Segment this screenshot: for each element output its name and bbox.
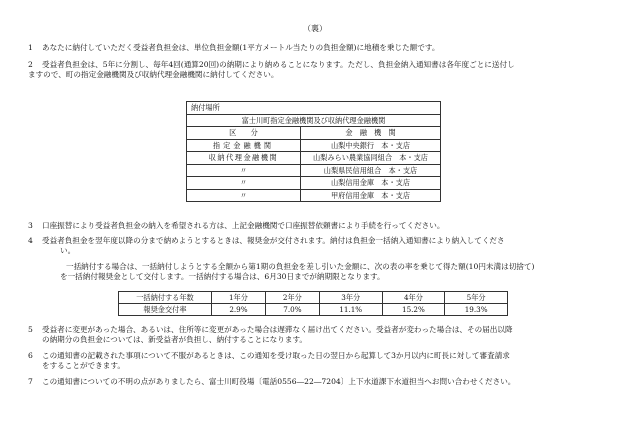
rebate-years-label: 一括納付する年数 xyxy=(119,292,212,304)
paragraph-text-cont: をすることができます。 xyxy=(42,360,125,370)
rebate-year: 5年分 xyxy=(445,292,508,304)
rebate-year: 1年分 xyxy=(212,292,266,304)
rebate-rate-label: 報奨金交付率 xyxy=(119,304,212,316)
bank-name: 山梨信用金庫 本・支店 xyxy=(301,177,441,190)
paragraph-number: 6 xyxy=(28,351,33,360)
table-row xyxy=(187,152,441,165)
paragraph-text-cont: ますので、町の指定金融機関及び収納代理金融機関に納付してください。 xyxy=(28,69,279,79)
paragraph-text: 受益者負担金を翌年度以降の分まで納めようとするときは、報奨金が交付されます。納付は負担金一括納入通知書により納入してくださ xyxy=(42,236,505,245)
paragraph-number: 4 xyxy=(28,236,33,245)
rebate-year: 4年分 xyxy=(382,292,445,304)
bank-category: 〃 xyxy=(187,177,301,190)
bank-category: 収納代理金融機関 xyxy=(187,152,301,165)
bank-table-subtitle: 富士川町指定金融機関及び収納代理金融機関 xyxy=(187,114,441,127)
table-row xyxy=(187,189,441,202)
paragraph-text: 受益者に変更があった場合、あるいは、住所等に変更があった場合は遅滞なく届け出てください。受益者が変わった場合は、その届出以降 xyxy=(42,325,513,334)
table-row xyxy=(119,304,508,316)
paragraph-4-sub xyxy=(28,262,598,282)
table-row xyxy=(187,164,441,177)
bank-table-col-left: 区 分 xyxy=(187,127,301,140)
bank-category: 指定金融機関 xyxy=(187,139,301,152)
table-row xyxy=(119,292,508,304)
paragraph-5 xyxy=(28,325,598,345)
paragraph-text: 受益者負担金は、5年に分割し、毎年4回(通算20回)の納期により納めることになります。ただし、負担金納入通知書は各年度ごとに送付し xyxy=(42,60,515,69)
paragraph-number: 3 xyxy=(28,221,33,230)
paragraph-number: 5 xyxy=(28,325,33,334)
paragraph-7 xyxy=(28,377,598,387)
paragraph-number: 7 xyxy=(28,377,33,386)
paragraph-2 xyxy=(28,60,598,80)
paragraph-text-cont: の納期分の負担金については、新受益者が負担し、納付することになります。 xyxy=(42,334,308,344)
bank-name: 山梨みらい農業協同組合 本・支店 xyxy=(301,152,441,165)
rebate-rate: 19.3% xyxy=(445,304,508,316)
paragraph-text: 口座振替により受益者負担金の納入を希望される方は、上記金融機関で口座振替依頼書により手続を行ってください。 xyxy=(42,221,445,230)
bank-table xyxy=(186,101,441,202)
paragraph-6 xyxy=(28,351,598,371)
paragraph-1 xyxy=(28,43,598,53)
paragraph-text-cont: い。 xyxy=(60,245,76,255)
bank-name: 甲府信用金庫 本・支店 xyxy=(301,189,441,202)
paragraph-4 xyxy=(28,236,598,256)
bank-table-title: 納付場所 xyxy=(187,102,441,115)
table-row xyxy=(187,139,441,152)
paragraph-text: あなたに納付していただく受益者負担金は、単位負担金額(1平方メートル当たりの負担金額)に地積を乗じた額です。 xyxy=(42,43,440,52)
rebate-table xyxy=(118,291,508,316)
bank-category: 〃 xyxy=(187,164,301,177)
rebate-year: 3年分 xyxy=(319,292,382,304)
bank-name: 山梨中央銀行 本・支店 xyxy=(301,139,441,152)
paragraph-text: この通知書についての不明の点がありましたら、富士川町役場〔電話0556―22―7204〕上下水道課下水道担当へお問い合わせください。 xyxy=(42,377,516,386)
paragraph-text: この通知書の記載された事項について不服があるときは、この通知を受け取った日の翌日から起算して3か月以内に町長に対して審査請求 xyxy=(42,351,510,360)
bank-name: 山梨県民信用組合 本・支店 xyxy=(301,164,441,177)
rebate-rate: 2.9% xyxy=(212,304,266,316)
table-row xyxy=(187,177,441,190)
bank-category: 〃 xyxy=(187,189,301,202)
paragraph-number: 2 xyxy=(28,60,33,69)
paragraph-text: 一括納付する場合は、一括納付しようとする全額から第1期の負担金を差し引いた金額に、次の表の率を乗じて得た額(10円未満は切捨て) xyxy=(66,262,535,271)
page-heading: （裏） xyxy=(303,24,327,33)
bank-table-col-right: 金 融 機 関 xyxy=(301,127,441,140)
paragraph-number: 1 xyxy=(28,43,33,52)
rebate-rate: 7.0% xyxy=(265,304,319,316)
paragraph-3 xyxy=(28,221,598,231)
rebate-rate: 11.1% xyxy=(319,304,382,316)
rebate-rate: 15.2% xyxy=(382,304,445,316)
paragraph-text-cont: を一括納付報奨金として交付します。一括納付する場合は、6月30日までが納期限となります。 xyxy=(60,271,385,281)
rebate-year: 2年分 xyxy=(265,292,319,304)
